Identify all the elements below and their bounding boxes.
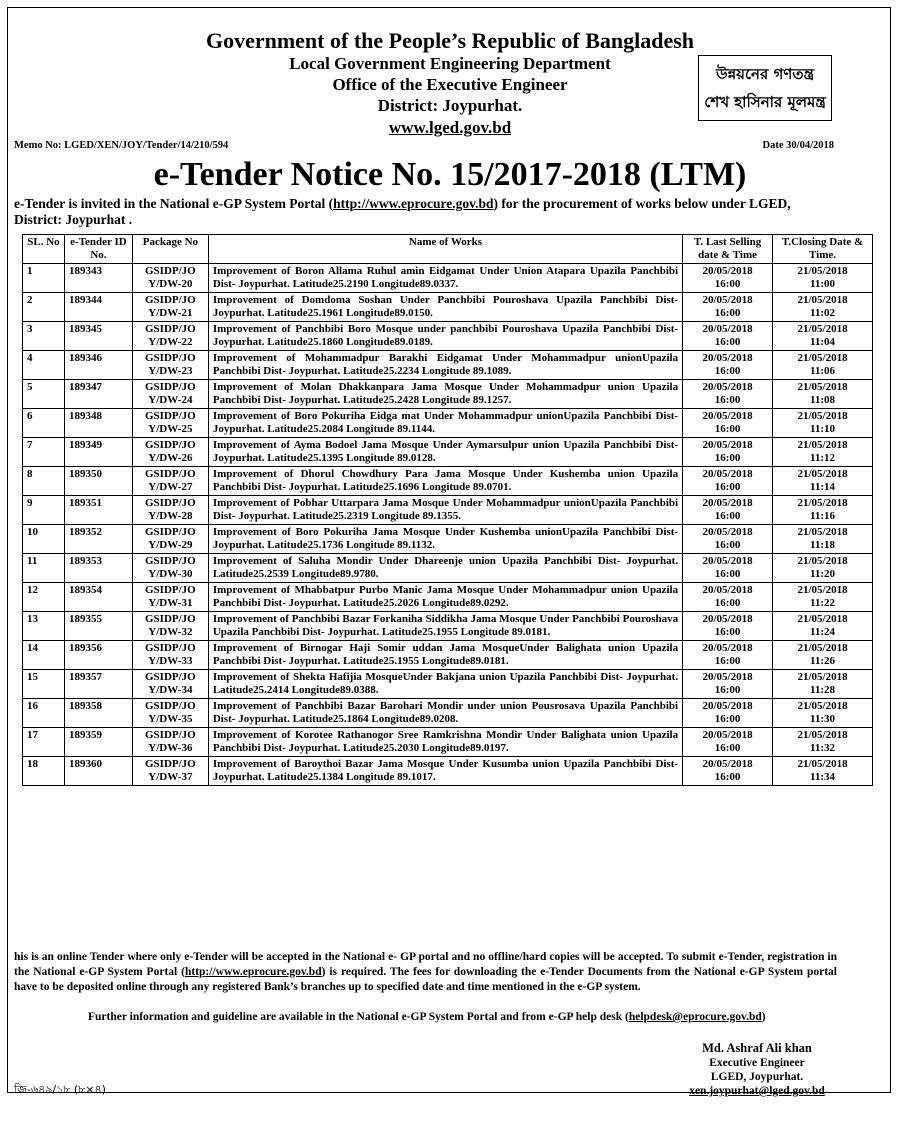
cell-closing <box>773 322 873 351</box>
cell-package: GSIDP/JO Y/DW-20 <box>132 264 208 293</box>
cell-closing-time: 11:12 <box>809 452 836 464</box>
cell-closing-date: 21/05/2018 <box>797 265 848 277</box>
terms-text-1: his is an online Tender where only e-Tender will be accepted in the National e- GP portal and no offline/hard copies will be accepted. To submit e-Tender, registration in the National e-GP System Portal ( <box>14 951 837 978</box>
cell-closing-date: 21/05/2018 <box>797 497 848 509</box>
cell-last-selling-date: 20/05/2018 <box>702 381 753 393</box>
cell-tender-id: 189346 <box>64 351 132 380</box>
cell-last-selling-time: 16:00 <box>714 771 741 783</box>
cell-work-name: Improvement of Molan Dhakkanpara Jama Mosque Under Mohammadpur union Upazila Panchbibi Dist- Joypurhat. Latitude25.2428 Longitude 89.1257. <box>208 380 682 409</box>
cell-work-name: Improvement of Boron Allama Ruhul amin Eidgamat Under Union Atapara Upazila Panchbibi Dist- Joypurhat. Latitude25.2190 Longitude89.0337. <box>208 264 682 293</box>
cell-closing-date: 21/05/2018 <box>797 613 848 625</box>
cell-last-selling-time: 16:00 <box>714 539 741 551</box>
table-row <box>23 728 873 757</box>
cell-tender-id: 189344 <box>64 293 132 322</box>
cell-closing-date: 21/05/2018 <box>797 700 848 712</box>
cell-last-selling-time: 16:00 <box>714 568 741 580</box>
cell-work-name: Improvement of Saluha Mondir Under Dhareenje union Upazila Panchbibi Dist- Joypurhat. Latitude25.2539 Longitude89.9780. <box>208 554 682 583</box>
cell-last-selling-date: 20/05/2018 <box>702 526 753 538</box>
cell-tender-id: 189354 <box>64 583 132 612</box>
cell-last-selling-date: 20/05/2018 <box>702 468 753 480</box>
cell-closing-date: 21/05/2018 <box>797 729 848 741</box>
cell-tender-id: 189353 <box>64 554 132 583</box>
cell-package: GSIDP/JO Y/DW-34 <box>132 670 208 699</box>
cell-closing <box>773 757 873 786</box>
further-end: ) <box>761 1011 766 1023</box>
cell-tender-id: 189351 <box>64 496 132 525</box>
cell-package: GSIDP/JO Y/DW-30 <box>132 554 208 583</box>
signatory-designation: Executive Engineer <box>709 1057 805 1069</box>
cell-last-selling <box>683 641 773 670</box>
header-office: Office of the Executive Engineer <box>332 75 568 94</box>
cell-work-name: Improvement of Mhabbatpur Purbo Manic Jama Mosque Under Mohammadpur union Upazila Panchbibi Dist- Joypurhat. Latitude25.2026 Longitude89.0292. <box>208 583 682 612</box>
cell-closing-time: 11:14 <box>809 481 836 493</box>
cell-closing <box>773 293 873 322</box>
cell-closing-time: 11:30 <box>809 713 836 725</box>
cell-package: GSIDP/JO Y/DW-26 <box>132 438 208 467</box>
table-row <box>23 583 873 612</box>
cell-work-name: Improvement of Shekta Hafijia MosqueUnder Bakjana union Upazila Panchbibi Dist- Joypurhat. Latitude25.2414 Longitude89.0388. <box>208 670 682 699</box>
cell-closing <box>773 467 873 496</box>
cell-closing-time: 11:24 <box>809 626 836 638</box>
header-district: District: Joypurhat. <box>377 96 523 115</box>
cell-last-selling-time: 16:00 <box>714 481 741 493</box>
cell-closing <box>773 380 873 409</box>
cell-sl: 17 <box>23 728 65 757</box>
cell-closing-date: 21/05/2018 <box>797 671 848 683</box>
signatory-office: LGED, Joypurhat. <box>710 1071 804 1083</box>
cell-closing <box>773 699 873 728</box>
cell-package: GSIDP/JO Y/DW-36 <box>132 728 208 757</box>
cell-tender-id: 189357 <box>64 670 132 699</box>
table-row <box>23 264 873 293</box>
cell-tender-id: 189343 <box>64 264 132 293</box>
table-row <box>23 467 873 496</box>
cell-package: GSIDP/JO Y/DW-25 <box>132 409 208 438</box>
cell-package: GSIDP/JO Y/DW-24 <box>132 380 208 409</box>
cell-last-selling-date: 20/05/2018 <box>702 497 753 509</box>
cell-sl: 13 <box>23 612 65 641</box>
further-text: Further information and guideline are available in the National e-GP System Portal and from e-GP help desk ( <box>88 1011 629 1023</box>
cell-last-selling-time: 16:00 <box>714 394 741 406</box>
cell-closing-time: 11:16 <box>809 510 836 522</box>
cell-last-selling <box>683 496 773 525</box>
cell-work-name: Improvement of Boro Pokuriha Eidga mat Under Mohammadpur unionUpazila Panchbibi Dist- Joypurhat. Latitude25.2084 Longitude 89.1144. <box>208 409 682 438</box>
terms-eprocure-link[interactable]: http://www.eprocure.gov.bd <box>184 966 322 978</box>
cell-sl: 8 <box>23 467 65 496</box>
cell-last-selling <box>683 699 773 728</box>
cell-package: GSIDP/JO Y/DW-29 <box>132 525 208 554</box>
cell-last-selling <box>683 728 773 757</box>
cell-package: GSIDP/JO Y/DW-35 <box>132 699 208 728</box>
cell-closing-time: 11:32 <box>809 742 836 754</box>
cell-last-selling <box>683 438 773 467</box>
cell-last-selling <box>683 554 773 583</box>
table-header-row <box>23 235 873 264</box>
cell-package: GSIDP/JO Y/DW-23 <box>132 351 208 380</box>
header-government: Government of the People’s Republic of Bangladesh <box>205 28 695 53</box>
table-row <box>23 699 873 728</box>
header-department: Local Government Engineering Department <box>289 54 611 73</box>
cell-closing <box>773 525 873 554</box>
cell-work-name: Improvement of Boro Pokuriha Jama Mosque Under Kushemba unionUpazila Panchbibi Dist- Joypurhat. Latitude25.1736 Longitude 89.1132. <box>208 525 682 554</box>
table-row <box>23 496 873 525</box>
header-tender-id: e-Tender ID No. <box>64 235 132 264</box>
cell-work-name: Improvement of Panchbibi Bazar Barohari Mondir under union Pousrosava Upazila Panchbibi Dist- Joypurhat. Latitude25.1864 Longitude89.0208. <box>208 699 682 728</box>
slogan-line-2: শেখ হাসিনার মূলমন্ত্র <box>704 93 826 111</box>
notice-date: Date 30/04/2018 <box>762 140 834 151</box>
cell-last-selling <box>683 264 773 293</box>
table-row <box>23 293 873 322</box>
table-row <box>23 612 873 641</box>
cell-sl: 1 <box>23 264 65 293</box>
cell-tender-id: 189360 <box>64 757 132 786</box>
cell-work-name: Improvement of Birnogar Haji Somir uddan Jama MosqueUnder Balighata union Upazila Panchbibi Dist- Joypurhat. Latitude25.1955 Longitude89.0181. <box>208 641 682 670</box>
cell-last-selling-time: 16:00 <box>714 742 741 754</box>
cell-last-selling-date: 20/05/2018 <box>702 352 753 364</box>
cell-last-selling-time: 16:00 <box>714 510 741 522</box>
cell-closing-date: 21/05/2018 <box>797 439 848 451</box>
cell-work-name: Improvement of Dhorul Chowdhury Para Jama Mosque Under Kushemba union Upazila Panchbibi Dist- Joypurhat. Latitude25.1696 Longitude 89.0701. <box>208 467 682 496</box>
cell-closing-date: 21/05/2018 <box>797 642 848 654</box>
intro-text-before: e-Tender is invited in the National e-GP System Portal ( <box>14 196 334 211</box>
cell-closing-date: 21/05/2018 <box>797 352 848 364</box>
cell-package: GSIDP/JO Y/DW-22 <box>132 322 208 351</box>
cell-closing-time: 11:08 <box>809 394 836 406</box>
cell-last-selling <box>683 409 773 438</box>
cell-closing-date: 21/05/2018 <box>797 294 848 306</box>
cell-sl: 5 <box>23 380 65 409</box>
header-closing: T.Closing Date & Time. <box>773 235 873 264</box>
cell-work-name: Improvement of Mohammadpur Barakhi Eidgamat Under Mohammadpur unionUpazila Panchbibi Dist- Joypurhat. Latitude25.2234 Longitude 89.1089. <box>208 351 682 380</box>
cell-last-selling-date: 20/05/2018 <box>702 410 753 422</box>
intro-text-after: ) for the procurement of works below under LGED, District: Joypurhat . <box>14 196 791 227</box>
cell-last-selling-time: 16:00 <box>714 365 741 377</box>
cell-closing <box>773 496 873 525</box>
cell-last-selling <box>683 380 773 409</box>
cell-closing-date: 21/05/2018 <box>797 468 848 480</box>
cell-closing-time: 11:18 <box>809 539 836 551</box>
cell-last-selling-date: 20/05/2018 <box>702 555 753 567</box>
cell-closing <box>773 264 873 293</box>
cell-last-selling-time: 16:00 <box>714 423 741 435</box>
terms-paragraph <box>14 950 837 995</box>
table-row <box>23 525 873 554</box>
table-row <box>23 670 873 699</box>
cell-last-selling-date: 20/05/2018 <box>702 584 753 596</box>
memo-number: Memo No: LGED/XEN/JOY/Tender/14/210/594 <box>14 140 229 151</box>
cell-closing-time: 11:20 <box>809 568 836 580</box>
cell-package: GSIDP/JO Y/DW-31 <box>132 583 208 612</box>
terms-text-2: ) is required. The fees for downloading the e-Tender Documents from the National e-GP System portal have to be deposited online through any registered Bank’s branches up to specified date and time mentioned in the e-GP system. <box>14 966 838 993</box>
table-row <box>23 641 873 670</box>
cell-package: GSIDP/JO Y/DW-27 <box>132 467 208 496</box>
cell-last-selling-date: 20/05/2018 <box>702 265 753 277</box>
cell-closing-date: 21/05/2018 <box>797 526 848 538</box>
cell-package: GSIDP/JO Y/DW-32 <box>132 612 208 641</box>
cell-last-selling-time: 16:00 <box>714 626 741 638</box>
cell-closing-date: 21/05/2018 <box>797 381 848 393</box>
cell-closing-time: 11:04 <box>809 336 836 348</box>
header-package-no: Package No <box>132 235 208 264</box>
cell-last-selling-date: 20/05/2018 <box>702 439 753 451</box>
table-row <box>23 554 873 583</box>
signatory-name: Md. Ashraf Ali khan <box>702 1041 812 1055</box>
cell-closing-time: 11:34 <box>809 771 836 783</box>
cell-closing-date: 21/05/2018 <box>797 555 848 567</box>
cell-sl: 2 <box>23 293 65 322</box>
cell-sl: 3 <box>23 322 65 351</box>
cell-tender-id: 189356 <box>64 641 132 670</box>
cell-last-selling-time: 16:00 <box>714 307 741 319</box>
table-row <box>23 351 873 380</box>
cell-closing <box>773 583 873 612</box>
cell-closing-time: 11:02 <box>809 307 836 319</box>
header-name-of-works: Name of Works <box>208 235 682 264</box>
cell-closing <box>773 612 873 641</box>
cell-tender-id: 189345 <box>64 322 132 351</box>
cell-closing-date: 21/05/2018 <box>797 758 848 770</box>
cell-work-name: Improvement of Pobhar Uttarpara Jama Mosque Under Mohammadpur unionUpazila Panchbibi Dist- Joypurhat. Latitude25.2319 Longitude 89.1355. <box>208 496 682 525</box>
cell-closing <box>773 409 873 438</box>
table-row <box>23 380 873 409</box>
cell-closing-date: 21/05/2018 <box>797 584 848 596</box>
cell-closing-date: 21/05/2018 <box>797 410 848 422</box>
cell-last-selling <box>683 293 773 322</box>
table-row <box>23 757 873 786</box>
cell-closing-time: 11:22 <box>809 597 836 609</box>
cell-last-selling-date: 20/05/2018 <box>702 323 753 335</box>
cell-sl: 12 <box>23 583 65 612</box>
cell-closing <box>773 641 873 670</box>
notice-title: e-Tender Notice No. 15/2017-2018 (LTM) <box>153 156 747 193</box>
slogan-line-1: উন্নয়নের গণতন্ত্র <box>715 65 815 83</box>
slogan-box <box>698 55 832 121</box>
cell-work-name: Improvement of Panchbibi Boro Mosque under panchbibi Pouroshava Upazila Panchbibi Dist- Joypurhat. Latitude25.1860 Longitude89.0189. <box>208 322 682 351</box>
cell-last-selling <box>683 757 773 786</box>
cell-tender-id: 189359 <box>64 728 132 757</box>
cell-sl: 7 <box>23 438 65 467</box>
cell-package: GSIDP/JO Y/DW-37 <box>132 757 208 786</box>
cell-tender-id: 189348 <box>64 409 132 438</box>
helpdesk-email-link[interactable]: helpdesk@eprocure.gov.bd <box>628 1011 762 1023</box>
cell-tender-id: 189349 <box>64 438 132 467</box>
cell-sl: 10 <box>23 525 65 554</box>
cell-sl: 11 <box>23 554 65 583</box>
cell-last-selling-time: 16:00 <box>714 452 741 464</box>
cell-sl: 9 <box>23 496 65 525</box>
cell-last-selling-time: 16:00 <box>714 278 741 290</box>
cell-last-selling-time: 16:00 <box>714 336 741 348</box>
cell-sl: 16 <box>23 699 65 728</box>
cell-last-selling-time: 16:00 <box>714 684 741 696</box>
cell-last-selling-date: 20/05/2018 <box>702 700 753 712</box>
cell-sl: 14 <box>23 641 65 670</box>
cell-sl: 4 <box>23 351 65 380</box>
cell-work-name: Improvement of Baroythoi Bazar Jama Mosque Under Kusumba union Upazila Panchbibi Dist- Joypurhat. Latitude25.1384 Longitude 89.1017. <box>208 757 682 786</box>
further-info <box>88 1011 766 1023</box>
cell-closing <box>773 351 873 380</box>
cell-last-selling-time: 16:00 <box>714 597 741 609</box>
cell-closing-date: 21/05/2018 <box>797 323 848 335</box>
cell-tender-id: 189358 <box>64 699 132 728</box>
cell-package: GSIDP/JO Y/DW-21 <box>132 293 208 322</box>
cell-last-selling-date: 20/05/2018 <box>702 613 753 625</box>
cell-tender-id: 189347 <box>64 380 132 409</box>
cell-work-name: Improvement of Korotee Rathanogor Sree Ramkrishna Mondir Under Balighata union Upazila Panchbibi Dist- Joypurhat. Latitude25.2030 Longitude89.0197. <box>208 728 682 757</box>
publication-code: জি-৬৪৯/১৮ (৮×৪) <box>14 1083 106 1096</box>
cell-work-name: Improvement of Ayma Bodoel Jama Mosque Under Aymarsulpur union Upazila Panchbibi Dist- Joypurhat. Latitude25.1395 Longitude 89.0128. <box>208 438 682 467</box>
cell-package: GSIDP/JO Y/DW-28 <box>132 496 208 525</box>
cell-tender-id: 189350 <box>64 467 132 496</box>
eprocure-link[interactable]: http://www.eprocure.gov.bd <box>333 196 494 211</box>
cell-last-selling-time: 16:00 <box>714 713 741 725</box>
cell-tender-id: 189355 <box>64 612 132 641</box>
cell-closing <box>773 728 873 757</box>
cell-last-selling-date: 20/05/2018 <box>702 758 753 770</box>
intro-paragraph <box>14 196 814 228</box>
cell-last-selling <box>683 670 773 699</box>
table-row <box>23 409 873 438</box>
cell-last-selling-date: 20/05/2018 <box>702 671 753 683</box>
cell-last-selling <box>683 612 773 641</box>
cell-last-selling <box>683 525 773 554</box>
cell-last-selling <box>683 322 773 351</box>
cell-package: GSIDP/JO Y/DW-33 <box>132 641 208 670</box>
cell-last-selling <box>683 467 773 496</box>
tender-table <box>22 234 873 786</box>
cell-closing <box>773 670 873 699</box>
cell-closing-time: 11:10 <box>809 423 836 435</box>
header-website-link[interactable]: www.lged.gov.bd <box>388 118 512 137</box>
cell-last-selling-date: 20/05/2018 <box>702 294 753 306</box>
cell-closing-time: 11:28 <box>809 684 836 696</box>
cell-sl: 18 <box>23 757 65 786</box>
cell-tender-id: 189352 <box>64 525 132 554</box>
cell-last-selling-time: 16:00 <box>714 655 741 667</box>
cell-sl: 6 <box>23 409 65 438</box>
cell-last-selling-date: 20/05/2018 <box>702 729 753 741</box>
header-last-selling: T. Last Selling date & Time <box>683 235 773 264</box>
notice-page <box>7 7 891 1097</box>
cell-closing-time: 11:26 <box>809 655 836 667</box>
cell-closing-time: 11:06 <box>809 365 836 377</box>
cell-work-name: Improvement of Panchbibi Bazar Forkaniha Siddikha Jama Mosque Under Panchbibi Pouroshava Upazila Panchbibi Dist- Joypurhat. Latitude25.1955 Longitude 89.0181. <box>208 612 682 641</box>
cell-last-selling <box>683 351 773 380</box>
cell-last-selling <box>683 583 773 612</box>
cell-last-selling-date: 20/05/2018 <box>702 642 753 654</box>
cell-closing-time: 11:00 <box>809 278 836 290</box>
table-row <box>23 322 873 351</box>
cell-sl: 15 <box>23 670 65 699</box>
cell-work-name: Improvement of Domdoma Soshan Under Panchbibi Pouroshava Upazila Panchbibi Dist- Joypurhat. Latitude25.1961 Longitude89.0150. <box>208 293 682 322</box>
cell-closing <box>773 438 873 467</box>
signatory-email-link[interactable]: xen.joypurhat@lged.gov.bd <box>689 1085 825 1097</box>
header-sl-no: SL. No <box>23 235 65 264</box>
cell-closing <box>773 554 873 583</box>
table-row <box>23 438 873 467</box>
